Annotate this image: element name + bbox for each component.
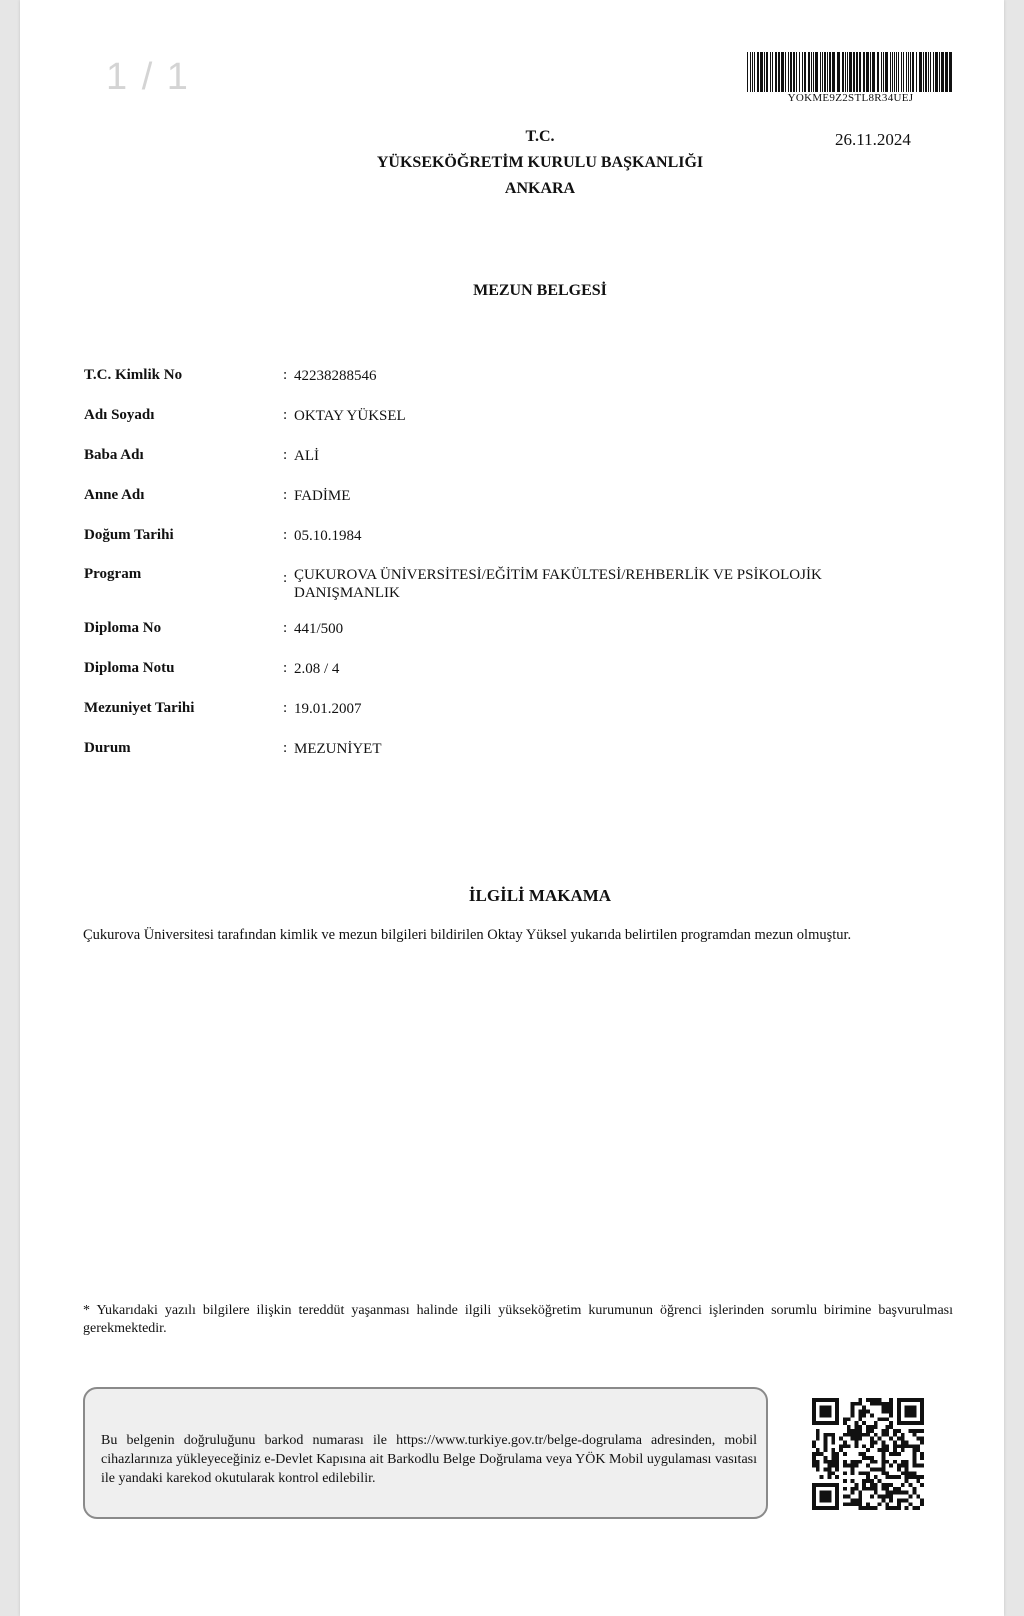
verification-text: Bu belgenin doğruluğunu barkod numarası ile https://www.turkiye.gov.tr/belge-dogrulama adresinden, mobil cihazlarınıza yükleyeceğiniz e-Devlet Kapısına ait Barkodlu Belge Doğrulama veya YÖK Mobil uygulaması vasıtası ile yandaki karekod okutularak kontrol edilebilir. <box>101 1433 757 1486</box>
header-line-institution: YÜKSEKÖĞRETİM KURULU BAŞKANLIĞI <box>376 154 704 171</box>
field-colon: : <box>283 487 288 503</box>
field-value-father: ALİ <box>294 448 319 464</box>
field-label-birth-date: Doğum Tarihi <box>84 527 174 543</box>
document-page <box>20 0 1004 1616</box>
field-value-tc-kimlik: 42238288546 <box>294 368 377 384</box>
field-label-status: Durum <box>84 740 131 756</box>
header-line-city: ANKARA <box>504 180 576 197</box>
field-colon: : <box>283 660 288 676</box>
field-value-program: ÇUKUROVA ÜNİVERSİTESİ/EĞİTİM FAKÜLTESİ/REHBERLİK VE PSİKOLOJİK DANIŞMANLIK <box>294 567 822 601</box>
field-colon: : <box>283 527 288 543</box>
field-colon: : <box>283 620 288 636</box>
field-value-graduation-date: 19.01.2007 <box>294 701 362 717</box>
section-paragraph: Çukurova Üniversitesi tarafından kimlik ve mezun bilgileri bildirilen Oktay Yüksel yukarıda belirtilen programdan mezun olmuştur. <box>83 927 852 943</box>
field-colon: : <box>283 570 288 586</box>
field-label-mother: Anne Adı <box>84 487 145 503</box>
header-line-tc: T.C. <box>525 128 555 145</box>
field-value-name: OKTAY YÜKSEL <box>294 408 406 424</box>
field-label-name: Adı Soyadı <box>84 407 155 423</box>
field-colon: : <box>283 447 288 463</box>
field-value-diploma-grade: 2.08 / 4 <box>294 661 340 677</box>
field-label-tc-kimlik: T.C. Kimlik No <box>84 367 183 383</box>
field-label-father: Baba Adı <box>84 447 144 463</box>
field-colon: : <box>283 700 288 716</box>
field-colon: : <box>283 407 288 423</box>
barcode-number: YOKME9Z2STL8R34UEJ <box>787 92 914 104</box>
field-value-mother: FADİME <box>294 488 351 504</box>
document-date: 26.11.2024 <box>835 130 911 149</box>
field-value-birth-date: 05.10.1984 <box>294 528 362 544</box>
field-value-status: MEZUNİYET <box>294 741 382 757</box>
field-colon: : <box>283 367 288 383</box>
field-label-graduation-date: Mezuniyet Tarihi <box>84 700 195 716</box>
field-colon: : <box>283 740 288 756</box>
footnote: * Yukarıdaki yazılı bilgilere ilişkin tereddüt yaşanması halinde ilgili yükseköğretim kurumunun öğrenci işlerinden sorumlu birimine başvurulması gerekmektedir. <box>83 1303 953 1336</box>
document-title: MEZUN BELGESİ <box>473 282 607 299</box>
field-label-program: Program <box>84 566 142 582</box>
page-indicator: 1 / 1 <box>106 56 190 98</box>
verification-box <box>83 1387 768 1519</box>
barcode-image <box>747 52 952 92</box>
field-label-diploma-grade: Diploma Notu <box>84 660 175 676</box>
qr-code-image <box>812 1398 924 1510</box>
field-label-diploma-no: Diploma No <box>84 620 162 636</box>
field-value-diploma-no: 441/500 <box>294 621 344 637</box>
section-title: İLGİLİ MAKAMA <box>468 886 612 905</box>
